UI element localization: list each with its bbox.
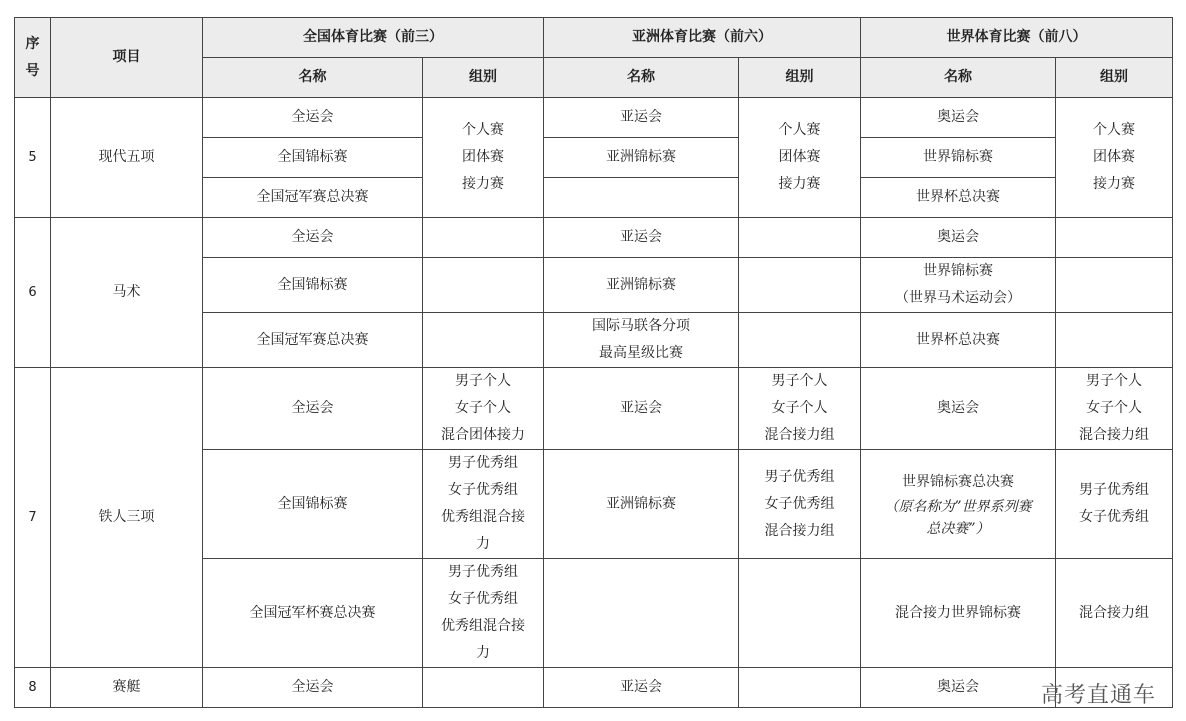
national-group: 个人赛 团体赛 接力赛 [423,98,544,218]
national-event: 全国冠军赛总决赛 [203,313,423,368]
national-event: 全国锦标赛 [203,138,423,178]
asia-event: 亚洲锦标赛 [544,450,739,559]
national-group: 男子优秀组 女子优秀组 优秀组混合接 力 [423,559,544,668]
header-asia-group: 组别 [739,58,861,98]
world-event: 奥运会 [861,218,1056,258]
national-event: 全国冠军赛总决赛 [203,178,423,218]
header-national-group: 组别 [423,58,544,98]
row-number: 5 [15,98,51,218]
header-national: 全国体育比赛（前三） [203,18,544,58]
national-event: 全运会 [203,668,423,708]
asia-group-empty [739,218,861,258]
row-item: 现代五项 [51,98,203,218]
world-group: 个人赛 团体赛 接力赛 [1056,98,1173,218]
national-event: 全国锦标赛 [203,258,423,313]
asia-group-empty [739,668,861,708]
world-event: 奥运会 [861,668,1056,708]
row-number: 7 [15,368,51,668]
asia-group-empty [739,313,861,368]
asia-group-empty [739,258,861,313]
world-group-empty [1056,313,1173,368]
world-event: 奥运会 [861,98,1056,138]
asia-event: 亚运会 [544,218,739,258]
asia-event: 亚运会 [544,98,739,138]
world-event-note: （原名称为”世界系列赛 总决赛”） [884,498,1032,537]
world-event-cell [861,450,1056,559]
world-event: 混合接力世界锦标赛 [861,559,1056,668]
asia-group [739,559,861,668]
world-group-empty [1056,218,1173,258]
national-group-empty [423,313,544,368]
row-item: 马术 [51,218,203,368]
table-row [15,218,1173,258]
national-event: 全运会 [203,368,423,450]
table-row [15,98,1173,138]
watermark: 高考直通车 [1040,683,1156,708]
asia-event [544,559,739,668]
world-group-empty [1056,258,1173,313]
world-event: 世界锦标赛总决赛 [902,473,1014,490]
header-asia-name: 名称 [544,58,739,98]
national-group-empty [423,668,544,708]
national-event: 全国冠军杯赛总决赛 [203,559,423,668]
table-row [15,368,1173,450]
world-event: 世界杯总决赛 [861,178,1056,218]
header-world-group: 组别 [1056,58,1173,98]
national-group-empty [423,218,544,258]
world-group: 男子优秀组 女子优秀组 [1056,450,1173,559]
asia-group: 男子优秀组 女子优秀组 混合接力组 [739,450,861,559]
asia-group: 个人赛 团体赛 接力赛 [739,98,861,218]
header-item: 项目 [51,18,203,98]
header-world: 世界体育比赛（前八） [861,18,1173,58]
national-event: 全国锦标赛 [203,450,423,559]
world-event: 世界锦标赛 [861,138,1056,178]
asia-event: 亚运会 [544,668,739,708]
asia-group: 男子个人 女子个人 混合接力组 [739,368,861,450]
header-asia: 亚洲体育比赛（前六） [544,18,861,58]
row-number: 8 [15,668,51,708]
asia-event: 亚洲锦标赛 [544,258,739,313]
table-row [15,668,1173,708]
row-item: 铁人三项 [51,368,203,668]
national-event: 全运会 [203,218,423,258]
row-number: 6 [15,218,51,368]
world-event: 奥运会 [861,368,1056,450]
world-event: 世界杯总决赛 [861,313,1056,368]
world-group: 混合接力组 [1056,559,1173,668]
row-item: 赛艇 [51,668,203,708]
national-event: 全运会 [203,98,423,138]
header-national-name: 名称 [203,58,423,98]
asia-event: 国际马联各分项 最高星级比赛 [544,313,739,368]
world-group: 男子个人 女子个人 混合接力组 [1056,368,1173,450]
national-group: 男子优秀组 女子优秀组 优秀组混合接 力 [423,450,544,559]
asia-event: 亚洲锦标赛 [544,138,739,178]
header-row-1 [15,18,1173,58]
asia-event: 亚运会 [544,368,739,450]
header-seq: 序 号 [15,18,51,98]
asia-event [544,178,739,218]
national-group: 男子个人 女子个人 混合团体接力 [423,368,544,450]
national-group-empty [423,258,544,313]
header-world-name: 名称 [861,58,1056,98]
sports-competition-table [14,17,1173,708]
world-event: 世界锦标赛 （世界马术运动会） [861,258,1056,313]
